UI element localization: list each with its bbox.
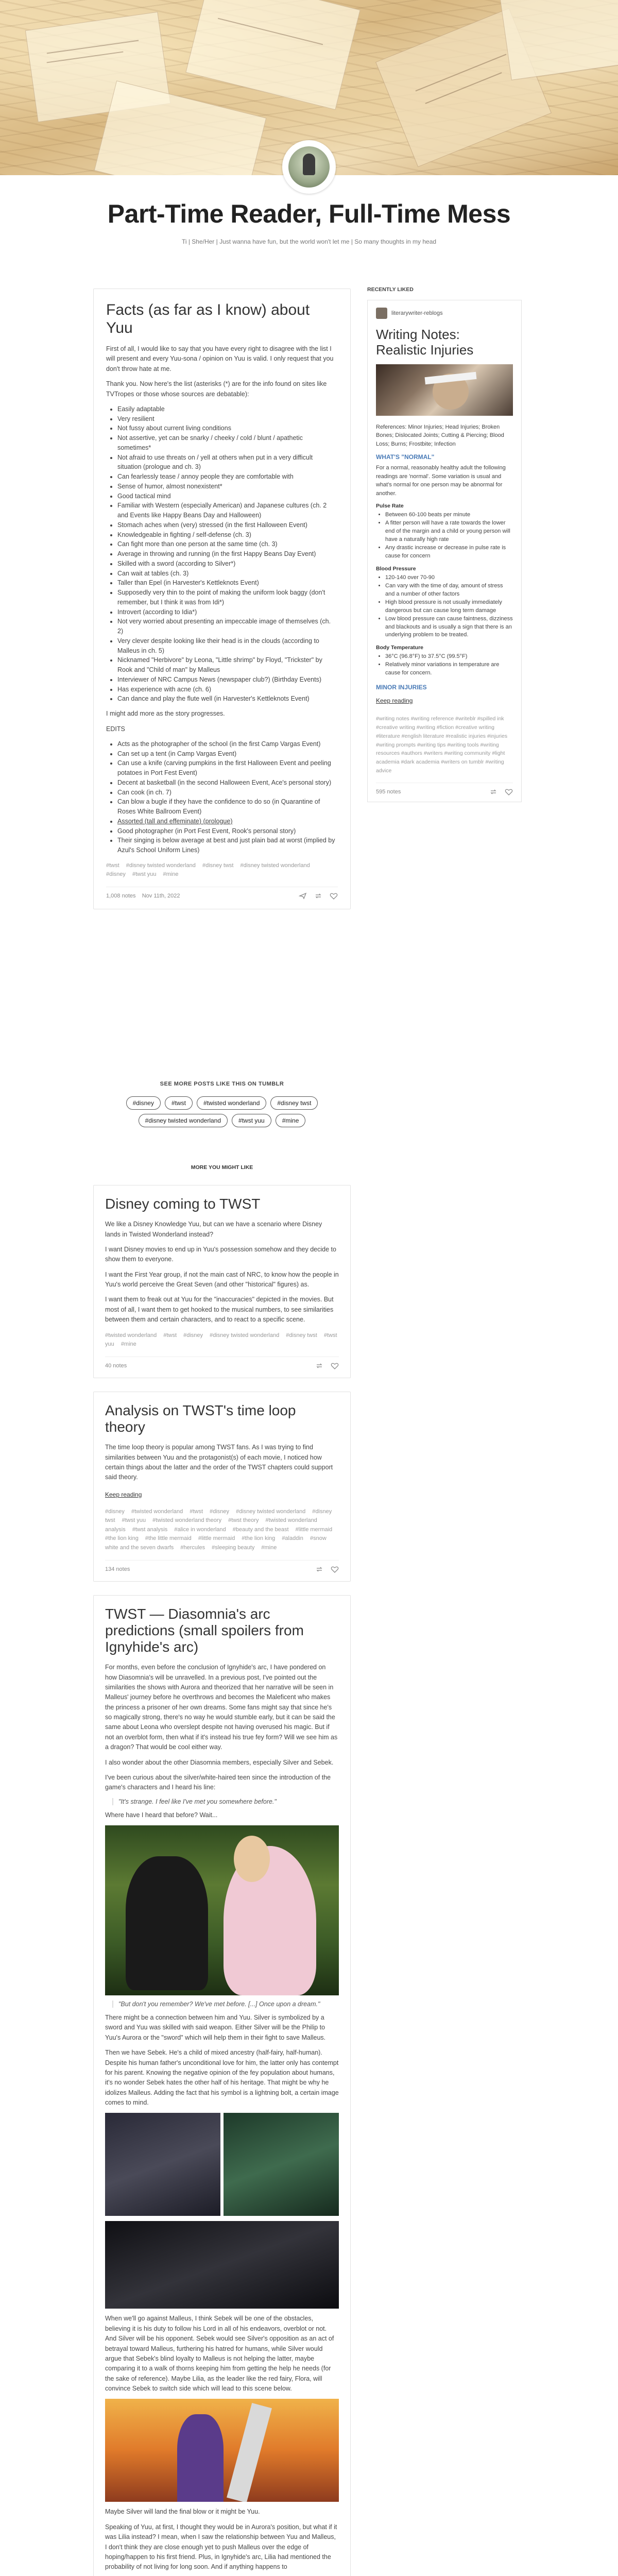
- tag-link[interactable]: #writers on tumblr: [441, 759, 484, 766]
- tag-link[interactable]: #disney twst: [105, 1508, 332, 1524]
- tag-link[interactable]: #twst theory: [228, 1517, 259, 1524]
- tag-link[interactable]: #little mermaid: [198, 1535, 235, 1542]
- post-paragraph: I want them to freak out at Yuu for the "inaccuracies" depicted in the movies. But most of all, I want them to get hooked to the musical numbers, to see similarities between them and certain characters, and to react to a specific scene.: [105, 1296, 334, 1324]
- tag-link[interactable]: #writing tools: [447, 741, 479, 748]
- tag-link[interactable]: #disney twisted wonderland: [210, 1332, 280, 1338]
- list-item: • Nicknamed "Herbivore" by Leona, "Little shrimp" by Floyd, "Trickster" by Rook and "Child of man" by Malleus: [117, 655, 338, 675]
- temp-list: [385, 653, 513, 677]
- tag-link[interactable]: #mine: [261, 1545, 277, 1551]
- banner-letter: [185, 0, 360, 110]
- post-time-loop-theory: [93, 1392, 351, 1582]
- post-disney-coming-to-twst: [93, 1185, 351, 1378]
- tag-link[interactable]: #writing community: [444, 750, 491, 757]
- list-item: • Relatively minor variations in temperature are cause for concern.: [385, 661, 513, 677]
- tag-link[interactable]: #english literature: [401, 733, 444, 739]
- facts-list: [117, 404, 338, 704]
- tag-chip[interactable]: #twst: [165, 1096, 193, 1110]
- tag-link[interactable]: #twst analysis: [132, 1526, 168, 1533]
- list-item: • High blood pressure is not usually immediately dangerous but can cause long term damage: [385, 599, 513, 615]
- subheading: Body Temperature: [376, 645, 423, 651]
- tag-chip[interactable]: #disney twisted wonderland: [139, 1114, 228, 1127]
- tag-link[interactable]: #twst: [106, 862, 119, 869]
- list-item: • Not fussy about current living conditions: [117, 423, 338, 433]
- tag-link[interactable]: #twst yuu: [122, 1517, 146, 1524]
- post-title[interactable]: Analysis on TWST's time loop theory: [105, 1402, 296, 1435]
- list-item: • Can dance and play the flute well (in Harvester's Kettleknots Event): [117, 694, 338, 704]
- recently-liked-post: [367, 300, 522, 802]
- blog-title[interactable]: Part-Time Reader, Full-Time Mess: [107, 199, 511, 228]
- tag-link[interactable]: #twisted wonderland: [131, 1508, 183, 1515]
- tag-link[interactable]: #mine: [121, 1341, 136, 1348]
- post-tags: [105, 1507, 339, 1553]
- list-item: • Very resilient: [117, 414, 338, 424]
- list-item: • Their singing is below average at best and just plain bad at worst (implied by Azul's School Uniform Lines): [117, 836, 338, 855]
- post-paragraph: I also wonder about the other Diasomnia members, especially Silver and Sebek.: [105, 1758, 334, 1766]
- banner-letter: [499, 0, 618, 80]
- sidebar: [367, 286, 522, 802]
- post-paragraph: I might add more as the story progresses.: [106, 710, 225, 718]
- tag-link[interactable]: #creative writing: [376, 724, 415, 731]
- post-facts-about-yuu: [93, 289, 351, 909]
- post-date[interactable]: Nov 11th, 2022: [142, 893, 180, 900]
- tag-link[interactable]: #fiction: [436, 724, 454, 731]
- post-image-grid[interactable]: [105, 2113, 339, 2216]
- tag-chip[interactable]: #twisted wonderland: [197, 1096, 266, 1110]
- post-paragraph: First of all, I would like to say that you have every right to disagree with the list I will present and every Yuu-sona / opinion on Yuu is valid. I only request that you don't throw hate at me.: [106, 345, 334, 372]
- quote: "It's strange. I feel like I've met you somewhere before.": [112, 1798, 339, 1805]
- references-text: References: Minor Injuries; Head Injuries; Broken Bones; Dislocated Joints; Cutting & Piercing; Blood Loss; Burns; Frostbite; Infection: [376, 423, 504, 447]
- list-item: • Can set up a tent (in Camp Vargas Event): [117, 749, 338, 759]
- post-tags: [376, 715, 513, 775]
- post-image[interactable]: [376, 364, 513, 416]
- tag-link[interactable]: #twst: [190, 1508, 203, 1515]
- list-item: • Interviewer of NRC Campus News (newspaper club?) (Birthday Events): [117, 675, 338, 685]
- see-more-label: SEE MORE POSTS LIKE THIS ON TUMBLR: [160, 1081, 284, 1087]
- post-title[interactable]: TWST — Diasomnia's arc predictions (small spoilers from Ignyhide's arc): [105, 1605, 304, 1655]
- list-item: • Not afraid to use threats on / yell at others when put in a very difficult situation (prologue and ch. 3): [117, 453, 338, 472]
- keep-reading-link[interactable]: Keep reading: [376, 697, 413, 705]
- post-paragraph: I've been curious about the silver/white-haired teen since the introduction of the game's characters and I heard his line:: [105, 1773, 331, 1791]
- tag-link[interactable]: #the lion king: [242, 1535, 276, 1542]
- post-paragraph: Speaking of Yuu, at first, I thought they would be in Aurora's position, but what if it was Lilia instead? I mean, when I saw the relationship between Yuu and Malleus, I don't think they are close enough yet to push Malleus over the edge of hoping/happen to his first friend. Plus, in Ignyhide's arc, Lilia had mentioned the probability of not living for long soon. And if anything happens to: [105, 2523, 337, 2571]
- tag-link[interactable]: #spilled ink: [477, 716, 504, 722]
- tag-link[interactable]: #injuries: [487, 733, 508, 739]
- section-heading: MINOR INJURIES: [376, 684, 427, 691]
- post-title[interactable]: Disney coming to TWST: [105, 1196, 261, 1212]
- post-tags: [105, 1331, 339, 1349]
- section-heading: WHAT'S "NORMAL": [376, 453, 435, 461]
- list-item: • Can blow a bugle if they have the confidence to do so (in Quarantine of Roses White Ballroom Event): [117, 797, 338, 817]
- list-item: • 36°C (96.8°F) to 37.5°C (99.5°F): [385, 653, 513, 661]
- post-paragraph: Then we have Sebek. He's a child of mixed ancestry (half-fairy, half-human). Despite his human father's unconditional love for him, the latter only has contempt for his parent. Knowing the negative opinion of the fey population about humans, it's no wonder Sebek hates the other half of his heritage. That might be why he idolizes Malleus. Adding the fact that his symbol is a lightning bolt, a certain image comes to mind.: [105, 2049, 339, 2107]
- tag-link[interactable]: #hercules: [180, 1545, 205, 1551]
- tag-link[interactable]: #beauty and the beast: [232, 1526, 289, 1533]
- heart-icon[interactable]: [331, 1566, 339, 1573]
- list-item[interactable]: • Assorted (tall and effeminate) (prologue): [117, 817, 338, 826]
- post-author[interactable]: [376, 308, 513, 319]
- quote: "But don't you remember? We've met before. [...] Once upon a dream.": [112, 2001, 339, 2008]
- list-item: • Sense of humor, almost nonexistent*: [117, 482, 338, 492]
- list-item: • Can fearlessly tease / annoy people they are comfortable with: [117, 472, 338, 482]
- tag-link[interactable]: #light academia: [376, 750, 505, 766]
- post-paragraph: The time loop theory is popular among TWST fans. As I was trying to find similarities between Yuu and the protagonist(s) of each movie, I noticed how certain things about the latter and the order of the TWST chapters could support said theory.: [105, 1444, 333, 1481]
- list-item: • Any drastic increase or decrease in pulse rate is cause for concern: [385, 544, 513, 561]
- tag-chip[interactable]: #twst yuu: [232, 1114, 271, 1127]
- reblog-icon[interactable]: [315, 1566, 323, 1573]
- tag-link[interactable]: #writing reference: [410, 716, 454, 722]
- tag-chip[interactable]: #disney: [126, 1096, 161, 1110]
- list-item: • Familiar with Western (especially American) and Japanese cultures (ch. 2 and Events like Happy Beans Day and Halloween): [117, 501, 338, 520]
- tag-chip[interactable]: #disney twst: [270, 1096, 318, 1110]
- list-item: • Supposedly very thin to the point of making the uniform look baggy (don't remember, but I think it was from Idi*): [117, 588, 338, 607]
- post-image-battle-scene[interactable]: [105, 2399, 339, 2502]
- tag-link[interactable]: #literature: [376, 733, 400, 739]
- list-item: • Decent at basketball (in the second Halloween Event, Ace's personal story): [117, 778, 338, 788]
- reblog-icon[interactable]: [315, 1362, 323, 1369]
- notes-count[interactable]: 1,008 notes: [106, 893, 136, 900]
- tag-link[interactable]: #snow white and the seven dwarfs: [105, 1535, 327, 1551]
- tag-link[interactable]: #dark academia: [401, 759, 440, 766]
- list-item: • Can use a knife (carving pumpkins in the first Halloween Event and peeling potatoes in Port Fest Event): [117, 758, 338, 778]
- post-paragraph: Where have I heard that before? Wait...: [105, 1811, 218, 1819]
- edits-list: [117, 739, 338, 855]
- list-item: • Good photographer (in Port Fest Event, Rook's personal story): [117, 826, 338, 836]
- list-item: • Acts as the photographer of the school (in the first Camp Vargas Event): [117, 739, 338, 749]
- heart-icon[interactable]: [505, 788, 513, 795]
- tag-link[interactable]: #twisted wonderland theory: [152, 1517, 222, 1524]
- tag-link[interactable]: #writing: [416, 724, 435, 731]
- post-paragraph: Maybe Silver will land the final blow or it might be Yuu.: [105, 2508, 260, 2516]
- post-image-dark-scene[interactable]: [105, 2221, 339, 2309]
- more-posts-column: [93, 1185, 351, 2576]
- tag-link[interactable]: #disney: [105, 1508, 125, 1515]
- tag-link[interactable]: #the little mermaid: [145, 1535, 192, 1542]
- list-item: • Low blood pressure can cause faintness, dizziness and blackouts and is usually a sign that there is an underlying problem to be treated.: [385, 615, 513, 640]
- author-avatar[interactable]: [376, 308, 387, 319]
- reblog-icon[interactable]: [314, 892, 322, 900]
- list-item: • Can wait at tables (ch. 3): [117, 569, 338, 579]
- tag-link[interactable]: #writeblr: [455, 716, 476, 722]
- tag-chip[interactable]: #mine: [276, 1114, 306, 1127]
- tag-link[interactable]: #the lion king: [105, 1535, 139, 1542]
- notes-count[interactable]: 595 notes: [376, 788, 401, 795]
- post-title[interactable]: Writing Notes: Realistic Injuries: [376, 327, 474, 358]
- tag-link[interactable]: #aladdin: [282, 1535, 303, 1542]
- more-you-might-like: MORE YOU MIGHT LIKE: [191, 1164, 253, 1171]
- list-item: • Can cook (in ch. 7): [117, 788, 338, 798]
- list-item: • Average in throwing and running (in the first Happy Beans Day Event): [117, 549, 338, 559]
- tag-link[interactable]: #twst yuu: [132, 871, 157, 878]
- list-item: • Between 60-100 beats per minute: [385, 511, 513, 519]
- pulse-list: [385, 511, 513, 561]
- tag-link[interactable]: #disney: [183, 1332, 203, 1338]
- tag-chips: [93, 1096, 351, 1127]
- post-paragraph: Thank you. Now here's the list (asterisks (*) are for the info found on sites like TVTropes or those whose sources are debatable):: [106, 380, 327, 398]
- post-image-sleeping-beauty-scene[interactable]: [105, 1825, 339, 1995]
- post-paragraph: We like a Disney Knowledge Yuu, but can we have a scenario where Disney lands in Twisted Wonderland instead?: [105, 1221, 322, 1238]
- post-footer: [105, 1357, 339, 1369]
- notes-count[interactable]: 40 notes: [105, 1362, 127, 1369]
- heart-icon[interactable]: [330, 892, 338, 900]
- tag-link[interactable]: #creative writing: [455, 724, 494, 731]
- tag-link[interactable]: #twst: [163, 1332, 177, 1338]
- post-footer: [376, 783, 513, 795]
- post-paragraph: For a normal, reasonably healthy adult the following readings are 'normal'. Some variation is usual and what's normal for one person may be abnormal for another.: [376, 465, 506, 497]
- tag-link[interactable]: #mine: [163, 871, 179, 878]
- tag-link[interactable]: #writers: [423, 750, 443, 757]
- tag-link[interactable]: #disney twst: [202, 862, 234, 869]
- list-item: • Knowledgeable in fighting / self-defense (ch. 3): [117, 530, 338, 540]
- tag-link[interactable]: #disney twisted wonderland: [236, 1508, 306, 1515]
- tag-link[interactable]: #disney: [106, 871, 126, 878]
- blog-description: Ti | She/Her | Just wanna have fun, but the world won't let me | So many thoughts in my head: [181, 238, 437, 245]
- list-item: • Not very worried about presenting an impeccable image of themselves (ch. 2): [117, 617, 338, 636]
- edits-label: EDITS: [106, 725, 125, 733]
- list-item: • Not assertive, yet can be snarky / cheeky / cold / blunt / apathetic sometimes*: [117, 433, 338, 453]
- tag-link[interactable]: #realistic injuries: [445, 733, 486, 739]
- post-paragraph: For months, even before the conclusion of Ignyhide's arc, I have pondered on how Diasomnia's will be unravelled. In a previous post, I've pointed out the similarities the shows with Aurora and theorized that her narrative will be seen in Malleus' journey before he overthrows and becomes the Maleficent who makes the princess a prisoner of her own dreams. Some fans might say that since he's so magically strong, there's no way he would stumble early, but it can be said the same about Leona who overslept despite not having overused his magic. But if not an overblot form, then what if it's instead his true fey form? Will we see him as a dragon? That would be cool either way.: [105, 1664, 338, 1751]
- tag-link[interactable]: #disney: [210, 1508, 230, 1515]
- author-name[interactable]: literarywriter-reblogs: [391, 310, 443, 316]
- heart-icon[interactable]: [331, 1362, 339, 1369]
- bp-list: [385, 574, 513, 640]
- banner-letter: [94, 80, 267, 175]
- post-footer: [106, 887, 338, 900]
- tag-link[interactable]: #twst yuu: [105, 1332, 337, 1348]
- post-paragraph: I want Disney movies to end up in Yuu's possession somehow and they decide to show them to everyone.: [105, 1245, 336, 1263]
- list-item: • A fitter person will have a rate towards the lower end of the margin and a child or young person will have a naturally high rate: [385, 519, 513, 544]
- tag-link[interactable]: #little mermaid: [295, 1526, 333, 1533]
- tag-link[interactable]: #sleeping beauty: [212, 1545, 255, 1551]
- post-footer: [105, 1560, 339, 1573]
- subheading: Pulse Rate: [376, 503, 404, 510]
- tag-link[interactable]: #writing advice: [376, 759, 504, 774]
- post-paragraph: I want the First Year group, if not the main cast of NRC, to know how the people in Yuu's world perceive the Great Seven (and other "historical" figures) as.: [105, 1270, 339, 1289]
- keep-reading-link[interactable]: Keep reading: [105, 1490, 142, 1498]
- main-column: [93, 289, 351, 909]
- blog-avatar[interactable]: [282, 140, 336, 194]
- list-item: • Good tactical mind: [117, 492, 338, 501]
- list-item: • Stomach aches when (very) stressed (in the first Halloween Event): [117, 520, 338, 530]
- tag-link[interactable]: #authors: [401, 750, 422, 757]
- list-item: • Taller than Epel (in Harvester's Kettleknots Event): [117, 578, 338, 588]
- notes-count[interactable]: 134 notes: [105, 1566, 130, 1572]
- post-title[interactable]: Facts (as far as I know) about Yuu: [106, 301, 310, 336]
- post-diasomnia-predictions: [93, 1595, 351, 2576]
- list-item: • Can fight more than one person at the same time (ch. 3): [117, 539, 338, 549]
- list-item: • Very clever despite looking like their head is in the clouds (according to Malleus in ch. 5): [117, 636, 338, 656]
- list-item: • Introvert (according to Idia*): [117, 607, 338, 617]
- list-item: • Can vary with the time of day, amount of stress and a number of other factors: [385, 582, 513, 599]
- tag-link[interactable]: #disney twisted wonderland: [240, 862, 310, 869]
- post-tags: [106, 861, 338, 879]
- list-item: • Skilled with a sword (according to Silver*): [117, 559, 338, 569]
- sidebar-title: RECENTLY LIKED: [367, 286, 414, 293]
- post-paragraph: When we'll go against Malleus, I think Sebek will be one of the obstacles, believing it is his duty to follow his Lord in all of his endeavors, overblot or not. And Silver will be his opponent. Sebek would see Silver's opposition as an act of betrayal toward Malleus, furthering his hatred for humans, while Silver would argue that Sebek's blind loyalty to Malleus is not helping the latter, maybe comparing it to a walk of thorns keeping him from getting the help he needs (for the sake of reference). Maybe Lilia, as the leader like the red fairy, Flora, will convince Sebek to switch side which will lead to this scene below.: [105, 2315, 334, 2393]
- tag-link[interactable]: #writing notes: [376, 716, 409, 722]
- list-item: • Has experience with acne (ch. 6): [117, 685, 338, 694]
- tag-link[interactable]: #twisted wonderland analysis: [105, 1517, 317, 1533]
- share-icon[interactable]: [299, 892, 307, 900]
- tag-link[interactable]: #writing tips: [417, 741, 446, 748]
- tag-link[interactable]: #twisted wonderland: [105, 1332, 157, 1338]
- see-more-section: [93, 1081, 351, 1127]
- subheading: Blood Pressure: [376, 565, 416, 572]
- tag-link[interactable]: #disney twst: [286, 1332, 317, 1338]
- post-paragraph: There might be a connection between him and Yuu. Silver is symbolized by a sword and Yuu was skilled with said weapon. Either Silver will be the Philip to Yuu's Aurora or the "sword" which will help them in their fight to save Malleus.: [105, 2014, 326, 2041]
- reblog-icon[interactable]: [489, 788, 497, 795]
- list-item: • Easily adaptable: [117, 404, 338, 414]
- list-item: • 120-140 over 70-90: [385, 574, 513, 582]
- tag-link[interactable]: #disney twisted wonderland: [126, 862, 196, 869]
- tag-link[interactable]: #writing resources: [376, 741, 499, 757]
- tag-link[interactable]: #alice in wonderland: [174, 1526, 226, 1533]
- tag-link[interactable]: #writing prompts: [376, 741, 416, 748]
